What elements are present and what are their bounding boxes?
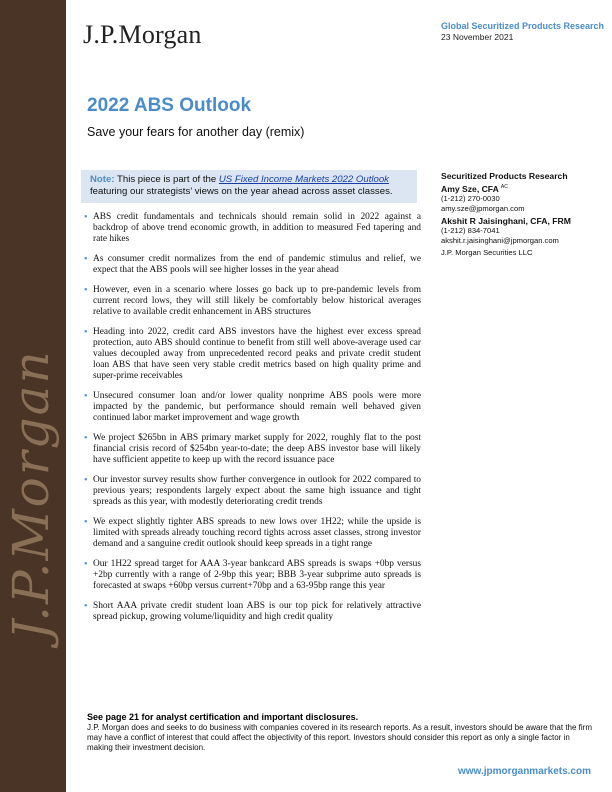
list-item: • We expect slightly tighter ABS spreads to new lows over 1H22; while the upside is limited with spreads already touching record tights across asset classes, strong investor demand and a sanguine credit outlook should keep spreads in a tight range	[84, 517, 421, 549]
key-points-list	[83, 212, 421, 632]
list-item: • However, even in a scenario where losses go back up to pre-pandemic levels from current record lows, they will still likely be comfortably below historical averages relative to available credit enhancement in ABS structures	[84, 285, 421, 317]
list-item: • As consumer credit normalizes from the end of pandemic stimulus and relief, we expect that the ABS pools will see higher losses in the year ahead	[84, 254, 421, 275]
department-name: Global Securitized Products Research	[441, 21, 605, 31]
firm-name: J.P. Morgan Securities LLC	[441, 248, 533, 257]
list-item: • Heading into 2022, credit card ABS investors have the highest ever excess spread protection, auto ABS should continue to benefit from still well above-average used car values decoupled away from unprecedented record peaks and private credit student loan ABS that have seen very stable credit metrics based on high quality prime and super-prime receivables	[84, 327, 421, 381]
list-item: • Our 1H22 spread target for AAA 3-year bankcard ABS spreads is swaps +0bp versus +2bp currently with a range of 2-9bp this year; BBB 3-year subprime auto spreads is forecasted at swaps +60bp versus current+70bp and a 63-95bp range this year	[84, 559, 421, 591]
outlook-link[interactable]: US Fixed Income Markets 2022 Outlook	[218, 174, 389, 185]
sidebar-band	[0, 0, 66, 792]
analyst-cert-mark: AC	[500, 184, 508, 191]
analyst-phone: (1-212) 270-0030	[441, 194, 500, 203]
analyst-email[interactable]: amy.sze@jpmorgan.com	[441, 204, 525, 213]
analyst-name: Amy Sze, CFA $^{AC}$	[441, 184, 508, 194]
analyst-panel-heading: Securitized Products Research	[441, 171, 568, 181]
note-text-before: This piece is part of the	[117, 174, 217, 185]
analyst-panel	[441, 171, 601, 258]
bullet-icon: •	[84, 212, 88, 223]
list-item: • We project $265bn in ABS primary market supply for 2022, roughly flat to the post financial crisis record of $254bn year-to-date; the deep ABS investor base will likely have sufficient appetite to keep up with the record issuance pace	[84, 433, 421, 465]
analyst-email[interactable]: akshit.r.jaisinghani@jpmorgan.com	[441, 236, 559, 245]
analyst-phone: (1-212) 834-7041	[441, 226, 500, 235]
report-date: 23 November 2021	[441, 32, 514, 42]
list-item: • ABS credit fundamentals and technicals should remain solid in 2022 against a backdrop of above trend economic growth, in addition to measured Fed tapering and rate hikes	[84, 212, 421, 244]
bullet-icon: •	[84, 285, 88, 296]
list-item: • Our investor survey results show further convergence in outlook for 2022 compared to previous years; respondents largely expect about the same high issuance and tight spreads as this year, with modestly deteriorating credit trends	[84, 475, 421, 507]
jpmorgan-logo: J.P.Morgan	[83, 20, 202, 49]
bullet-icon: •	[84, 433, 88, 444]
bullet-icon: •	[84, 601, 88, 612]
note-box	[81, 170, 417, 203]
page-subtitle: Save your fears for another day (remix)	[87, 125, 305, 139]
report-header	[441, 21, 606, 42]
disclosure-heading: See page 21 for analyst certification and important disclosures.	[87, 712, 359, 722]
sidebar-watermark-logo: J.P.Morgan	[2, 349, 60, 640]
page-title: 2022 ABS Outlook	[87, 95, 252, 116]
note-text-after: featuring our strategists’ views on the year ahead across asset classes.	[90, 186, 393, 197]
disclosure-text: J.P. Morgan does and seeks to do business with companies covered in its research reports. As a result, investors should be aware that the firm may have a conflict of interest that could affect the objectivity of this report. Investors should consider this report as only a single factor in making their investment decision.	[87, 723, 592, 752]
bullet-icon: •	[84, 254, 88, 265]
disclosure-section	[87, 712, 595, 753]
note-label: Note:	[90, 174, 115, 185]
list-item: • Short AAA private credit student loan ABS is our top pick for relatively attractive spread pickup, growing volume/liquidity and high credit quality	[84, 601, 421, 622]
bullet-icon: •	[84, 559, 88, 570]
bullet-icon: •	[84, 391, 88, 402]
analyst-entry	[441, 216, 601, 246]
bullet-icon: •	[84, 327, 88, 338]
analyst-entry	[441, 184, 601, 214]
website-link[interactable]: www.jpmorganmarkets.com	[458, 766, 591, 777]
bullet-icon: •	[84, 475, 88, 486]
list-item: • Unsecured consumer loan and/or lower quality nonprime ABS pools were more impacted by the pandemic, but performance should remain well behaved given continued labor market improvement and wage growth	[84, 391, 421, 423]
bullet-icon: •	[84, 517, 88, 528]
analyst-name: Akshit R Jaisinghani, CFA, FRM	[441, 216, 571, 226]
